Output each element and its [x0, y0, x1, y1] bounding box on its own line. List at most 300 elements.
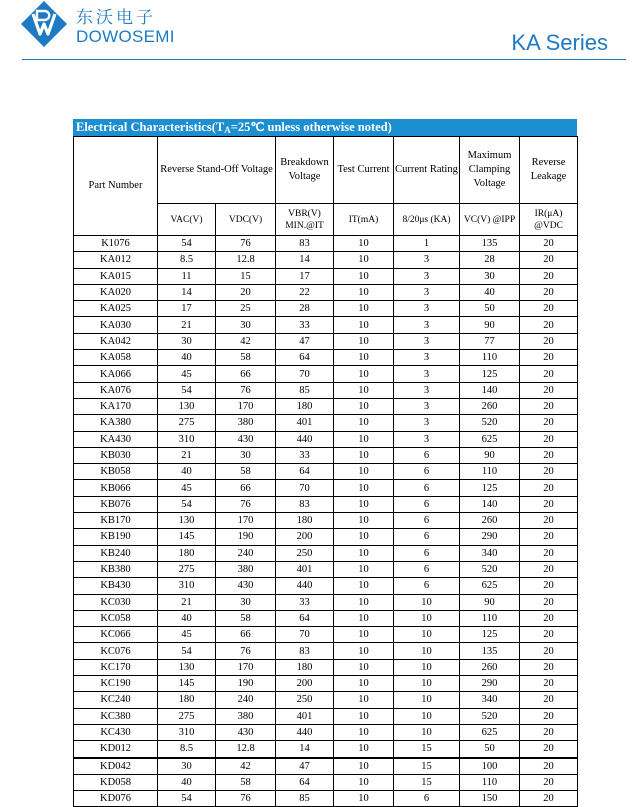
electrical-characteristics-section	[73, 119, 577, 807]
value-cell: 58	[216, 350, 276, 366]
value-cell: 40	[158, 464, 216, 480]
subheader-ir: IR(μA) @VDC	[520, 204, 578, 236]
subheader-vbr: VBR(V) MIN.@IT	[276, 204, 334, 236]
value-cell: 10	[334, 236, 394, 252]
value-cell: 76	[216, 496, 276, 512]
value-cell: 54	[158, 791, 216, 807]
value-cell: 10	[334, 708, 394, 724]
value-cell: 45	[158, 480, 216, 496]
value-cell: 15	[216, 268, 276, 284]
part-number-cell: K1076	[74, 236, 158, 252]
value-cell: 10	[334, 317, 394, 333]
value-cell: 10	[394, 610, 460, 626]
dowosemi-logo-icon	[20, 0, 68, 48]
value-cell: 10	[334, 529, 394, 545]
section-title-subscript: A	[224, 125, 231, 135]
value-cell: 10	[394, 676, 460, 692]
part-number-cell: KA170	[74, 398, 158, 414]
value-cell: 310	[158, 578, 216, 594]
value-cell: 6	[394, 447, 460, 463]
value-cell: 20	[520, 268, 578, 284]
value-cell: 110	[460, 350, 520, 366]
part-number-cell: KC030	[74, 594, 158, 610]
table-row	[74, 578, 578, 594]
series-title: KA Series	[511, 30, 608, 55]
value-cell: 22	[276, 284, 334, 300]
value-cell: 6	[394, 529, 460, 545]
value-cell: 625	[460, 431, 520, 447]
value-cell: 20	[520, 447, 578, 463]
value-cell: 3	[394, 431, 460, 447]
part-number-cell: KA076	[74, 382, 158, 398]
value-cell: 250	[276, 692, 334, 708]
value-cell: 76	[216, 643, 276, 659]
value-cell: 10	[334, 464, 394, 480]
header-reverse-leakage: Reverse Leakage	[520, 137, 578, 204]
value-cell: 20	[520, 676, 578, 692]
value-cell: 20	[520, 415, 578, 431]
value-cell: 130	[158, 398, 216, 414]
value-cell: 140	[460, 382, 520, 398]
value-cell: 190	[216, 676, 276, 692]
value-cell: 20	[520, 627, 578, 643]
value-cell: 20	[520, 791, 578, 807]
value-cell: 58	[216, 610, 276, 626]
table-row	[74, 545, 578, 561]
value-cell: 70	[276, 366, 334, 382]
table-row	[74, 496, 578, 512]
value-cell: 380	[216, 561, 276, 577]
part-number-cell: KA012	[74, 252, 158, 268]
value-cell: 20	[520, 741, 578, 758]
value-cell: 200	[276, 676, 334, 692]
header-standoff-voltage: Reverse Stand-Off Voltage	[158, 137, 276, 204]
electrical-characteristics-table	[73, 136, 578, 807]
value-cell: 40	[158, 350, 216, 366]
value-cell: 21	[158, 594, 216, 610]
value-cell: 380	[216, 415, 276, 431]
value-cell: 310	[158, 724, 216, 740]
value-cell: 10	[334, 561, 394, 577]
value-cell: 47	[276, 333, 334, 349]
value-cell: 20	[520, 578, 578, 594]
value-cell: 50	[460, 741, 520, 758]
value-cell: 110	[460, 610, 520, 626]
value-cell: 42	[216, 758, 276, 775]
value-cell: 85	[276, 791, 334, 807]
value-cell: 10	[334, 659, 394, 675]
part-number-cell: KC430	[74, 724, 158, 740]
part-number-cell: KA030	[74, 317, 158, 333]
value-cell: 20	[520, 301, 578, 317]
table-row	[74, 594, 578, 610]
part-number-cell: KB076	[74, 496, 158, 512]
value-cell: 290	[460, 676, 520, 692]
value-cell: 10	[334, 382, 394, 398]
value-cell: 275	[158, 415, 216, 431]
header-divider	[22, 59, 626, 60]
value-cell: 20	[520, 561, 578, 577]
part-number-cell: KB030	[74, 447, 158, 463]
value-cell: 110	[460, 464, 520, 480]
value-cell: 180	[276, 398, 334, 414]
value-cell: 45	[158, 366, 216, 382]
value-cell: 140	[460, 496, 520, 512]
subheader-vdc: VDC(V)	[216, 204, 276, 236]
value-cell: 20	[520, 350, 578, 366]
part-number-cell: KB190	[74, 529, 158, 545]
value-cell: 17	[276, 268, 334, 284]
subheader-pulse: 8/20μs (KA)	[394, 204, 460, 236]
value-cell: 40	[460, 284, 520, 300]
part-number-cell: KA020	[74, 284, 158, 300]
value-cell: 40	[158, 774, 216, 790]
part-number-cell: KB240	[74, 545, 158, 561]
value-cell: 3	[394, 366, 460, 382]
value-cell: 20	[520, 398, 578, 414]
table-row	[74, 610, 578, 626]
part-number-cell: KB066	[74, 480, 158, 496]
page-header	[0, 0, 644, 60]
value-cell: 6	[394, 464, 460, 480]
value-cell: 340	[460, 692, 520, 708]
table-row	[74, 659, 578, 675]
value-cell: 100	[460, 758, 520, 775]
part-number-cell: KA058	[74, 350, 158, 366]
value-cell: 83	[276, 236, 334, 252]
table-row	[74, 333, 578, 349]
value-cell: 10	[334, 333, 394, 349]
table-row	[74, 627, 578, 643]
value-cell: 3	[394, 415, 460, 431]
part-number-cell: KA025	[74, 301, 158, 317]
value-cell: 10	[334, 610, 394, 626]
value-cell: 290	[460, 529, 520, 545]
value-cell: 520	[460, 561, 520, 577]
value-cell: 83	[276, 643, 334, 659]
value-cell: 10	[334, 724, 394, 740]
value-cell: 130	[158, 659, 216, 675]
table-row	[74, 692, 578, 708]
value-cell: 240	[216, 692, 276, 708]
part-number-cell: KA066	[74, 366, 158, 382]
value-cell: 10	[394, 659, 460, 675]
value-cell: 83	[276, 496, 334, 512]
part-number-cell: KB170	[74, 513, 158, 529]
part-number-cell: KA042	[74, 333, 158, 349]
value-cell: 33	[276, 447, 334, 463]
value-cell: 20	[520, 464, 578, 480]
table-row	[74, 774, 578, 790]
value-cell: 10	[394, 708, 460, 724]
value-cell: 6	[394, 578, 460, 594]
value-cell: 6	[394, 545, 460, 561]
value-cell: 10	[334, 578, 394, 594]
value-cell: 440	[276, 578, 334, 594]
value-cell: 30	[460, 268, 520, 284]
header-test-current: Test Current	[334, 137, 394, 204]
value-cell: 310	[158, 431, 216, 447]
value-cell: 150	[460, 791, 520, 807]
value-cell: 3	[394, 252, 460, 268]
value-cell: 40	[158, 610, 216, 626]
value-cell: 20	[520, 496, 578, 512]
value-cell: 20	[520, 594, 578, 610]
subheader-it: IT(mA)	[334, 204, 394, 236]
value-cell: 47	[276, 758, 334, 775]
part-number-cell: KD058	[74, 774, 158, 790]
value-cell: 10	[334, 431, 394, 447]
table-row	[74, 447, 578, 463]
part-number-cell: KA380	[74, 415, 158, 431]
value-cell: 10	[334, 594, 394, 610]
value-cell: 6	[394, 561, 460, 577]
value-cell: 25	[216, 301, 276, 317]
value-cell: 30	[158, 758, 216, 775]
value-cell: 15	[394, 741, 460, 758]
table-row	[74, 480, 578, 496]
part-number-cell: KB380	[74, 561, 158, 577]
value-cell: 58	[216, 774, 276, 790]
value-cell: 6	[394, 791, 460, 807]
value-cell: 10	[334, 741, 394, 758]
value-cell: 14	[276, 741, 334, 758]
value-cell: 520	[460, 415, 520, 431]
value-cell: 401	[276, 708, 334, 724]
value-cell: 14	[158, 284, 216, 300]
value-cell: 145	[158, 676, 216, 692]
value-cell: 430	[216, 724, 276, 740]
value-cell: 10	[334, 791, 394, 807]
value-cell: 45	[158, 627, 216, 643]
value-cell: 64	[276, 610, 334, 626]
value-cell: 14	[276, 252, 334, 268]
table-row	[74, 317, 578, 333]
table-row	[74, 236, 578, 252]
value-cell: 170	[216, 659, 276, 675]
table-row	[74, 464, 578, 480]
value-cell: 8.5	[158, 741, 216, 758]
value-cell: 20	[216, 284, 276, 300]
value-cell: 20	[520, 366, 578, 382]
value-cell: 10	[394, 643, 460, 659]
table-row	[74, 366, 578, 382]
value-cell: 10	[334, 545, 394, 561]
value-cell: 170	[216, 513, 276, 529]
value-cell: 380	[216, 708, 276, 724]
table-row	[74, 350, 578, 366]
value-cell: 3	[394, 333, 460, 349]
value-cell: 401	[276, 415, 334, 431]
subheader-vc: VC(V) @IPP	[460, 204, 520, 236]
table-row	[74, 252, 578, 268]
part-number-cell: KA015	[74, 268, 158, 284]
value-cell: 90	[460, 317, 520, 333]
section-title	[73, 119, 577, 136]
value-cell: 66	[216, 480, 276, 496]
table-row	[74, 284, 578, 300]
value-cell: 10	[334, 758, 394, 775]
value-cell: 625	[460, 724, 520, 740]
value-cell: 30	[216, 317, 276, 333]
value-cell: 85	[276, 382, 334, 398]
value-cell: 125	[460, 366, 520, 382]
part-number-cell: KC380	[74, 708, 158, 724]
value-cell: 3	[394, 301, 460, 317]
value-cell: 1	[394, 236, 460, 252]
part-number-cell: KC240	[74, 692, 158, 708]
brand-name-chinese: 东沃电子	[76, 8, 156, 28]
value-cell: 10	[334, 447, 394, 463]
value-cell: 10	[394, 724, 460, 740]
value-cell: 20	[520, 758, 578, 775]
value-cell: 76	[216, 791, 276, 807]
value-cell: 10	[334, 676, 394, 692]
value-cell: 125	[460, 627, 520, 643]
part-number-cell: KD012	[74, 741, 158, 758]
value-cell: 275	[158, 708, 216, 724]
value-cell: 77	[460, 333, 520, 349]
value-cell: 66	[216, 627, 276, 643]
value-cell: 30	[216, 447, 276, 463]
value-cell: 17	[158, 301, 216, 317]
value-cell: 440	[276, 724, 334, 740]
value-cell: 200	[276, 529, 334, 545]
value-cell: 6	[394, 513, 460, 529]
value-cell: 3	[394, 284, 460, 300]
value-cell: 12.8	[216, 252, 276, 268]
value-cell: 180	[158, 692, 216, 708]
value-cell: 130	[158, 513, 216, 529]
value-cell: 20	[520, 774, 578, 790]
value-cell: 10	[334, 252, 394, 268]
value-cell: 64	[276, 464, 334, 480]
table-row	[74, 431, 578, 447]
value-cell: 15	[394, 758, 460, 775]
value-cell: 20	[520, 284, 578, 300]
value-cell: 10	[334, 480, 394, 496]
value-cell: 10	[334, 643, 394, 659]
value-cell: 240	[216, 545, 276, 561]
value-cell: 20	[520, 480, 578, 496]
part-number-cell: KC066	[74, 627, 158, 643]
value-cell: 3	[394, 350, 460, 366]
value-cell: 64	[276, 350, 334, 366]
value-cell: 401	[276, 561, 334, 577]
part-number-cell: KA430	[74, 431, 158, 447]
table-row	[74, 676, 578, 692]
value-cell: 340	[460, 545, 520, 561]
part-number-cell: KD076	[74, 791, 158, 807]
subheader-vac: VAC(V)	[158, 204, 216, 236]
table-row	[74, 708, 578, 724]
table-row	[74, 301, 578, 317]
value-cell: 76	[216, 382, 276, 398]
value-cell: 90	[460, 594, 520, 610]
value-cell: 76	[216, 236, 276, 252]
value-cell: 10	[334, 268, 394, 284]
table-row	[74, 529, 578, 545]
table-body	[74, 236, 578, 807]
value-cell: 10	[334, 692, 394, 708]
table-row	[74, 741, 578, 758]
value-cell: 10	[334, 774, 394, 790]
value-cell: 430	[216, 431, 276, 447]
value-cell: 20	[520, 692, 578, 708]
value-cell: 20	[520, 643, 578, 659]
value-cell: 21	[158, 317, 216, 333]
value-cell: 12.8	[216, 741, 276, 758]
value-cell: 10	[394, 692, 460, 708]
value-cell: 3	[394, 268, 460, 284]
value-cell: 50	[460, 301, 520, 317]
value-cell: 58	[216, 464, 276, 480]
value-cell: 10	[334, 398, 394, 414]
table-row	[74, 791, 578, 807]
value-cell: 10	[334, 366, 394, 382]
value-cell: 260	[460, 513, 520, 529]
table-row	[74, 415, 578, 431]
value-cell: 190	[216, 529, 276, 545]
value-cell: 54	[158, 382, 216, 398]
header-current-rating: Current Rating	[394, 137, 460, 204]
value-cell: 3	[394, 317, 460, 333]
value-cell: 3	[394, 382, 460, 398]
value-cell: 30	[216, 594, 276, 610]
part-number-cell: KC076	[74, 643, 158, 659]
value-cell: 54	[158, 496, 216, 512]
value-cell: 6	[394, 496, 460, 512]
table-row	[74, 561, 578, 577]
part-number-cell: KB430	[74, 578, 158, 594]
table-row	[74, 643, 578, 659]
value-cell: 28	[276, 301, 334, 317]
value-cell: 20	[520, 610, 578, 626]
value-cell: 430	[216, 578, 276, 594]
value-cell: 8.5	[158, 252, 216, 268]
value-cell: 10	[334, 415, 394, 431]
part-number-cell: KD042	[74, 758, 158, 775]
value-cell: 20	[520, 317, 578, 333]
part-number-cell: KB058	[74, 464, 158, 480]
header-part-number: Part Number	[74, 137, 158, 236]
value-cell: 70	[276, 627, 334, 643]
value-cell: 33	[276, 594, 334, 610]
value-cell: 21	[158, 447, 216, 463]
value-cell: 20	[520, 708, 578, 724]
value-cell: 625	[460, 578, 520, 594]
value-cell: 10	[334, 301, 394, 317]
value-cell: 180	[276, 513, 334, 529]
value-cell: 10	[334, 284, 394, 300]
value-cell: 11	[158, 268, 216, 284]
header-max-clamping-voltage: Maximum Clamping Voltage	[460, 137, 520, 204]
part-number-cell: KC058	[74, 610, 158, 626]
value-cell: 28	[460, 252, 520, 268]
section-title-text: Electrical Characteristics(T	[76, 120, 225, 134]
value-cell: 10	[334, 496, 394, 512]
value-cell: 20	[520, 513, 578, 529]
value-cell: 3	[394, 398, 460, 414]
table-row	[74, 268, 578, 284]
value-cell: 20	[520, 382, 578, 398]
value-cell: 110	[460, 774, 520, 790]
value-cell: 15	[394, 774, 460, 790]
section-title-condition: =25℃ unless otherwise noted)	[230, 120, 392, 134]
value-cell: 54	[158, 643, 216, 659]
value-cell: 30	[158, 333, 216, 349]
value-cell: 20	[520, 545, 578, 561]
